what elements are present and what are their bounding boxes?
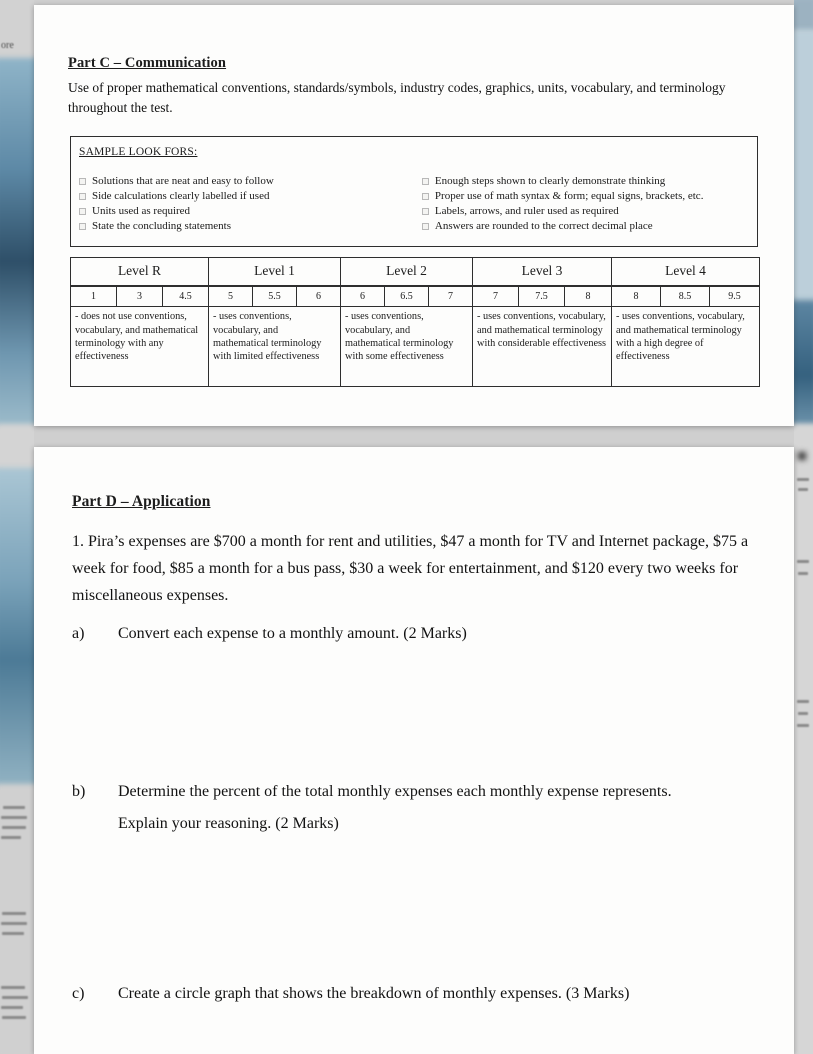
background-text-line (797, 478, 809, 481)
rubric-description-cell: - uses conventions, vocabulary, and mathematical terminology with considerable effectiveness (473, 307, 612, 387)
background-text-line (798, 712, 808, 715)
part-c-description: Use of proper mathematical conventions, standards/symbols, industry codes, graphics, units, vocabulary, and terminology throughout the test. (68, 80, 726, 115)
background-text-line (2, 826, 26, 829)
look-for-item (79, 219, 422, 234)
rubric-score-cell: 8 (565, 286, 612, 307)
background-text-line (1, 816, 27, 819)
checkbox-icon (79, 178, 86, 185)
checkbox-icon (79, 208, 86, 215)
look-for-item (79, 204, 422, 219)
rubric-description-cell: - uses conventions, vocabulary, and mathematical terminology with limited effectiveness (209, 307, 341, 387)
rubric-description-cell: - does not use conventions, vocabulary, and mathematical terminology with any effectiveness (71, 307, 209, 387)
background-blob (794, 424, 813, 1054)
look-fors-right-column (422, 174, 749, 234)
background-text-fragment: ore (1, 40, 14, 51)
rubric-score-cell: 6 (297, 286, 341, 307)
question-1b (72, 783, 762, 833)
rubric-level-header: Level 3 (473, 258, 612, 286)
rubric-score-cell: 8 (612, 286, 661, 307)
rubric-score-row (71, 286, 760, 307)
rubric-level-header: Level 4 (612, 258, 760, 286)
background-text-line (2, 996, 28, 999)
checkbox-icon (79, 193, 86, 200)
question-1c (72, 985, 762, 1003)
rubric-score-cell: 9.5 (710, 286, 760, 307)
rubric-description-row (71, 307, 760, 387)
sample-look-fors-title: SAMPLE LOOK FORS: (79, 146, 198, 159)
background-text-line (1, 986, 25, 989)
look-for-item (422, 174, 749, 189)
rubric-score-cell: 5 (209, 286, 253, 307)
question-part-text-line2: Explain your reasoning. (2 Marks) (118, 814, 339, 832)
question-part-label: a) (72, 624, 85, 642)
rubric-level-header: Level R (71, 258, 209, 286)
rubric-description-cell: - uses conventions, vocabulary, and mathematical terminology with a high degree of effectiveness (612, 307, 760, 387)
background-text-line (2, 932, 24, 935)
background-blob (794, 0, 813, 32)
look-for-item (422, 219, 749, 234)
sample-look-fors-columns (79, 174, 749, 234)
rubric-score-cell: 8.5 (661, 286, 710, 307)
background-text-line (798, 488, 808, 491)
look-for-label: Units used as required (92, 205, 191, 218)
background-text-line (797, 560, 809, 563)
part-c-title: Part C – Communication (68, 55, 227, 71)
background-text-line (1, 922, 27, 925)
sample-look-fors-box (70, 136, 758, 247)
background-text-line (798, 572, 808, 575)
background-left-blur (0, 0, 34, 1054)
background-blob (0, 424, 34, 472)
background-text-line (797, 700, 809, 703)
rubric-score-cell: 7.5 (519, 286, 565, 307)
question-part-text: Create a circle graph that shows the breakdown of monthly expenses. (3 Marks) (118, 984, 630, 1002)
look-for-item (422, 189, 749, 204)
question-part-text: Convert each expense to a monthly amount. (2 Marks) (118, 624, 467, 642)
checkbox-icon (422, 193, 429, 200)
document-page-2 (34, 447, 794, 1054)
background-photo-blur (794, 300, 813, 426)
background-text-line (1, 836, 21, 839)
look-for-label: Labels, arrows, and ruler used as required (434, 205, 619, 218)
question-1-text: 1. Pira’s expenses are $700 a month for rent and utilities, $47 a month for TV and Internet package, $75 a week for food, $85 a month for a bus pass, $30 a week for entertainment, and $120 every two weeks for miscellaneous expenses. (72, 533, 749, 604)
question-1a (72, 625, 762, 643)
look-for-label: Enough steps shown to clearly demonstrate thinking (434, 175, 666, 188)
look-for-label: Side calculations clearly labelled if used (92, 190, 270, 203)
rubric-score-cell: 3 (117, 286, 163, 307)
rubric-description-cell: - uses conventions, vocabulary, and mathematical terminology with some effectiveness (341, 307, 473, 387)
rubric-table (70, 257, 760, 387)
question-part-label: c) (72, 984, 85, 1002)
look-for-item (79, 174, 422, 189)
background-photo-blur (0, 58, 34, 428)
background-glyph (798, 452, 806, 460)
background-text-line (2, 912, 26, 915)
rubric-score-cell: 7 (429, 286, 473, 307)
look-for-label: Proper use of math syntax & form; equal signs, brackets, etc. (434, 190, 704, 203)
background-right-blur (794, 0, 813, 1054)
look-for-label: Answers are rounded to the correct decimal place (434, 220, 653, 233)
rubric-level-header: Level 1 (209, 258, 341, 286)
checkbox-icon (422, 223, 429, 230)
look-fors-left-column (79, 174, 422, 234)
background-blob (794, 30, 813, 302)
background-text-line (2, 1016, 26, 1019)
rubric-score-cell: 1 (71, 286, 117, 307)
question-part-label: b) (72, 782, 86, 800)
rubric-level-header-row (71, 258, 760, 286)
look-for-item (422, 204, 749, 219)
background-text-line (3, 806, 25, 809)
rubric-score-cell: 6.5 (385, 286, 429, 307)
background-photo-blur (0, 468, 34, 788)
document-page-1 (34, 5, 794, 426)
look-for-label: State the concluding statements (92, 220, 231, 233)
question-part-text-line1: Determine the percent of the total monthly expenses each monthly expense represents. (118, 782, 672, 800)
background-blob (0, 784, 34, 1054)
part-d-title: Part D – Application (72, 493, 211, 510)
rubric-score-cell: 5.5 (253, 286, 297, 307)
checkbox-icon (422, 178, 429, 185)
rubric-score-cell: 6 (341, 286, 385, 307)
rubric-score-cell: 7 (473, 286, 519, 307)
look-for-item (79, 189, 422, 204)
checkbox-icon (79, 223, 86, 230)
background-text-line (797, 724, 809, 727)
rubric-score-cell: 4.5 (163, 286, 209, 307)
rubric-level-header: Level 2 (341, 258, 473, 286)
question-part-text (118, 783, 672, 833)
look-for-label: Solutions that are neat and easy to follow (92, 175, 274, 188)
checkbox-icon (422, 208, 429, 215)
background-blob (0, 0, 34, 62)
background-text-line (1, 1006, 23, 1009)
